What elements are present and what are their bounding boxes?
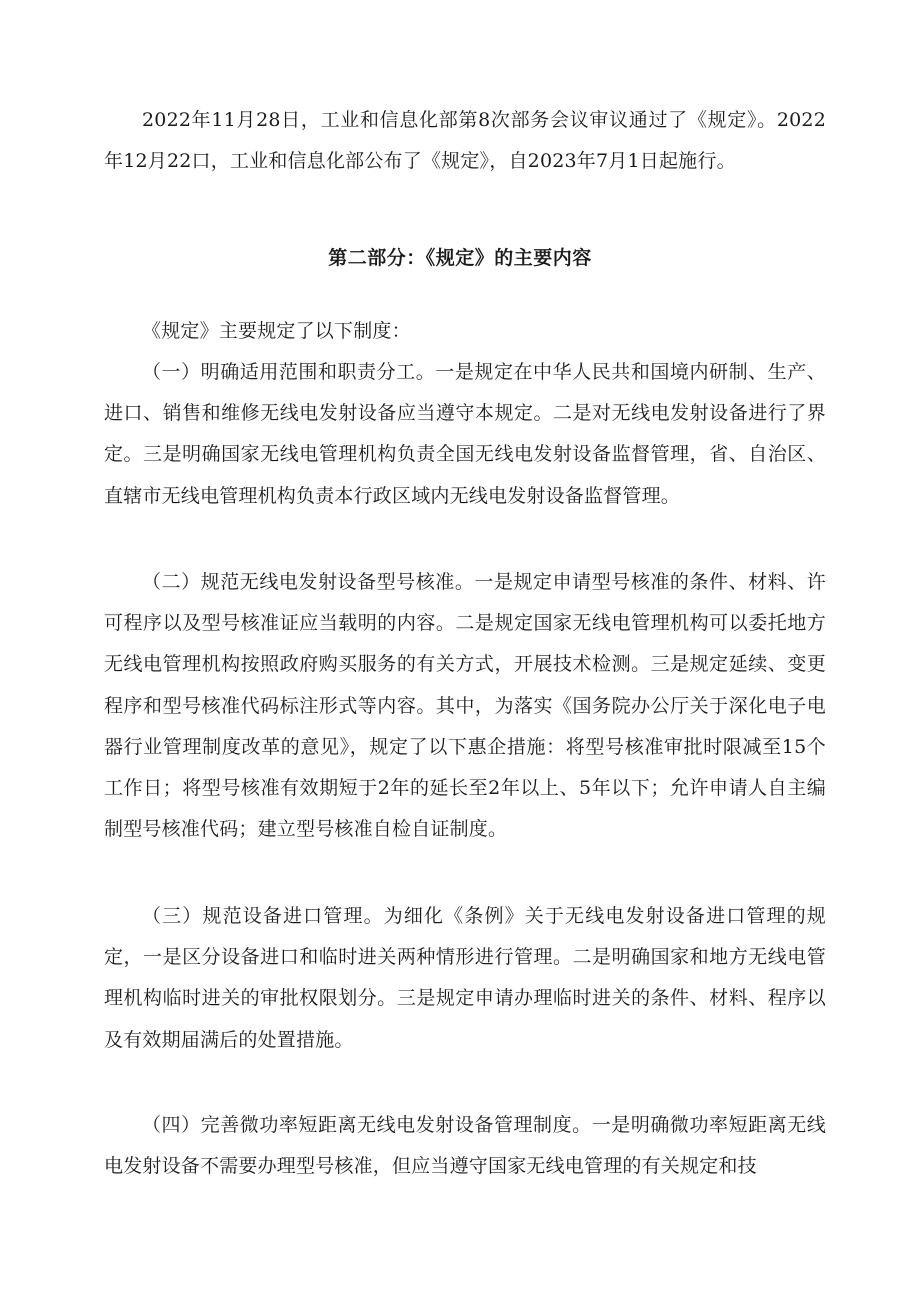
intro-paragraph: 2022年11月28日，工业和信息化部第8次部务会议审议通过了《规定》。2022年12月22口，工业和信息化部公布了《规定》，自2023年7月1日起施行。 xyxy=(104,109,826,173)
section-heading: 第二部分：《规定》的主要内容 xyxy=(328,247,592,269)
item-1-paragraph: （一）明确适用范围和职责分工。一是规定在中华人民共和国境内研制、生产、进口、销售和维修无线电发射设备应当遵守本规定。二是对无线电发射设备进行了界定。三是明确国家无线电管理机构负责全国无线电发射设备监督管理，省、自治区、直辖市无线电管理机构负责本行政区域内无线电发射设备监督管理。 xyxy=(104,361,826,507)
item-4-paragraph: （四）完善微功率短距离无线电发射设备管理制度。一是明确微功率短距离无线电发射设备不需要办理型号核准，但应当遵守国家无线电管理的有关规定和技 xyxy=(104,1114,826,1178)
item-3-paragraph: （三）规范设备进口管理。为细化《条例》关于无线电发射设备进口管理的规定，一是区分设备进口和临时进关两种情形进行管理。二是明确国家和地方无线电管理机构临时进关的审批权限划分。三是规定申请办理临时进关的条件、材料、程序以及有效期届满后的处置措施。 xyxy=(104,905,826,1051)
lead-paragraph: 《规定》主要规定了以下制度： xyxy=(142,320,411,342)
item-2-paragraph: （二）规范无线电发射设备型号核准。一是规定申请型号核准的条件、材料、许可程序以及型号核准证应当载明的内容。二是规定国家无线电管理机构可以委托地方无线电管理机构按照政府购买服务的有关方式，开展技术检测。三是规定延续、变更程序和型号核准代码标注形式等内容。其中，为落实《国务院办公厅关于深化电子电器行业管理制度改革的意见》，规定了以下惠企措施：将型号核准审批时限减至15个工作日；将型号核准有效期短于2年的延长至2年以上、5年以下；允许申请人自主编制型号核准代码；建立型号核准自检自证制度。 xyxy=(104,571,826,841)
